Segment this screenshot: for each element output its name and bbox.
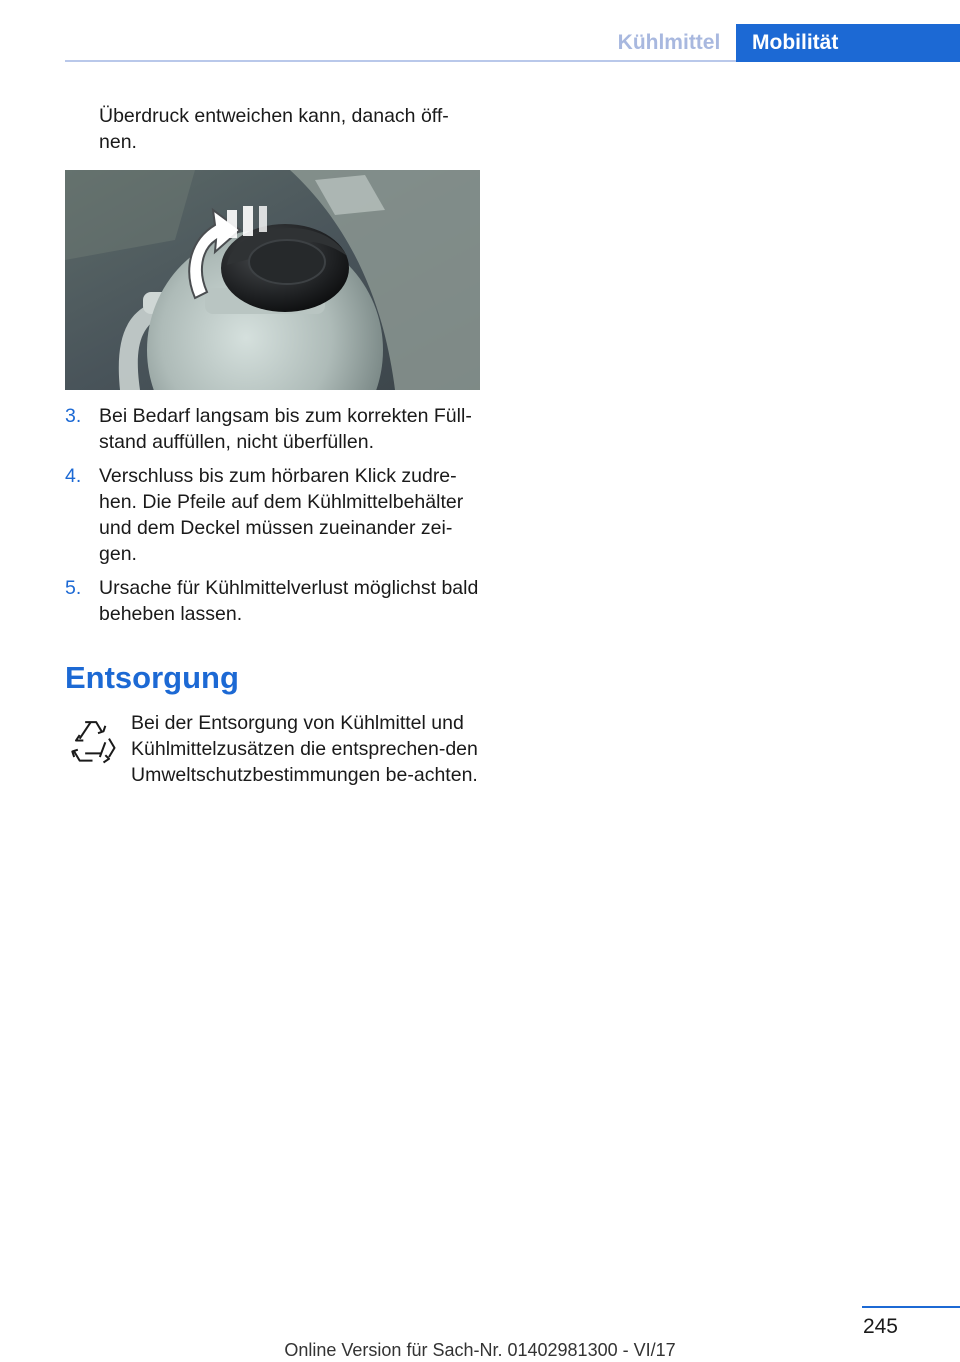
step-number: 5. [65, 577, 82, 599]
list-item [65, 575, 480, 627]
steps-list [65, 403, 480, 635]
tab-section-kuehlmittel[interactable]: Kühlmittel [617, 31, 721, 54]
tab-chapter-mobilitaet[interactable]: Mobilität [736, 24, 960, 62]
list-item [65, 463, 480, 567]
footer-note: Online Version für Sach-Nr. 01402981300 - VI/17 [284, 1340, 676, 1360]
footer-rule [862, 1306, 960, 1308]
step-number: 4. [65, 465, 82, 487]
step-text: Ursache für Kühlmittelverlust möglichst bald beheben lassen. [99, 577, 479, 625]
disposal-paragraph [65, 710, 480, 788]
page-number: 245 [862, 1315, 898, 1338]
disposal-text: Bei der Entsorgung von Kühlmittel und Kühlmittelzusätzen die entsprechen‐den Umweltschutzbestimmungen be‐achten. [131, 712, 478, 786]
coolant-cap-photo [65, 170, 480, 390]
list-item [65, 403, 480, 455]
step-number: 3. [65, 405, 82, 427]
continued-paragraph: Überdruck entweichen kann, danach öff‐nen. [99, 105, 449, 153]
step-text: Verschluss bis zum hörbaren Klick zudre‐hen. Die Pfeile auf dem Kühlmittelbehälter und dem Deckel müssen zueinander zei‐gen. [99, 465, 464, 565]
step-text: Bei Bedarf langsam bis zum korrekten Füll‐stand auffüllen, nicht überfüllen. [99, 405, 472, 453]
section-heading-entsorgung: Entsorgung [65, 660, 239, 695]
